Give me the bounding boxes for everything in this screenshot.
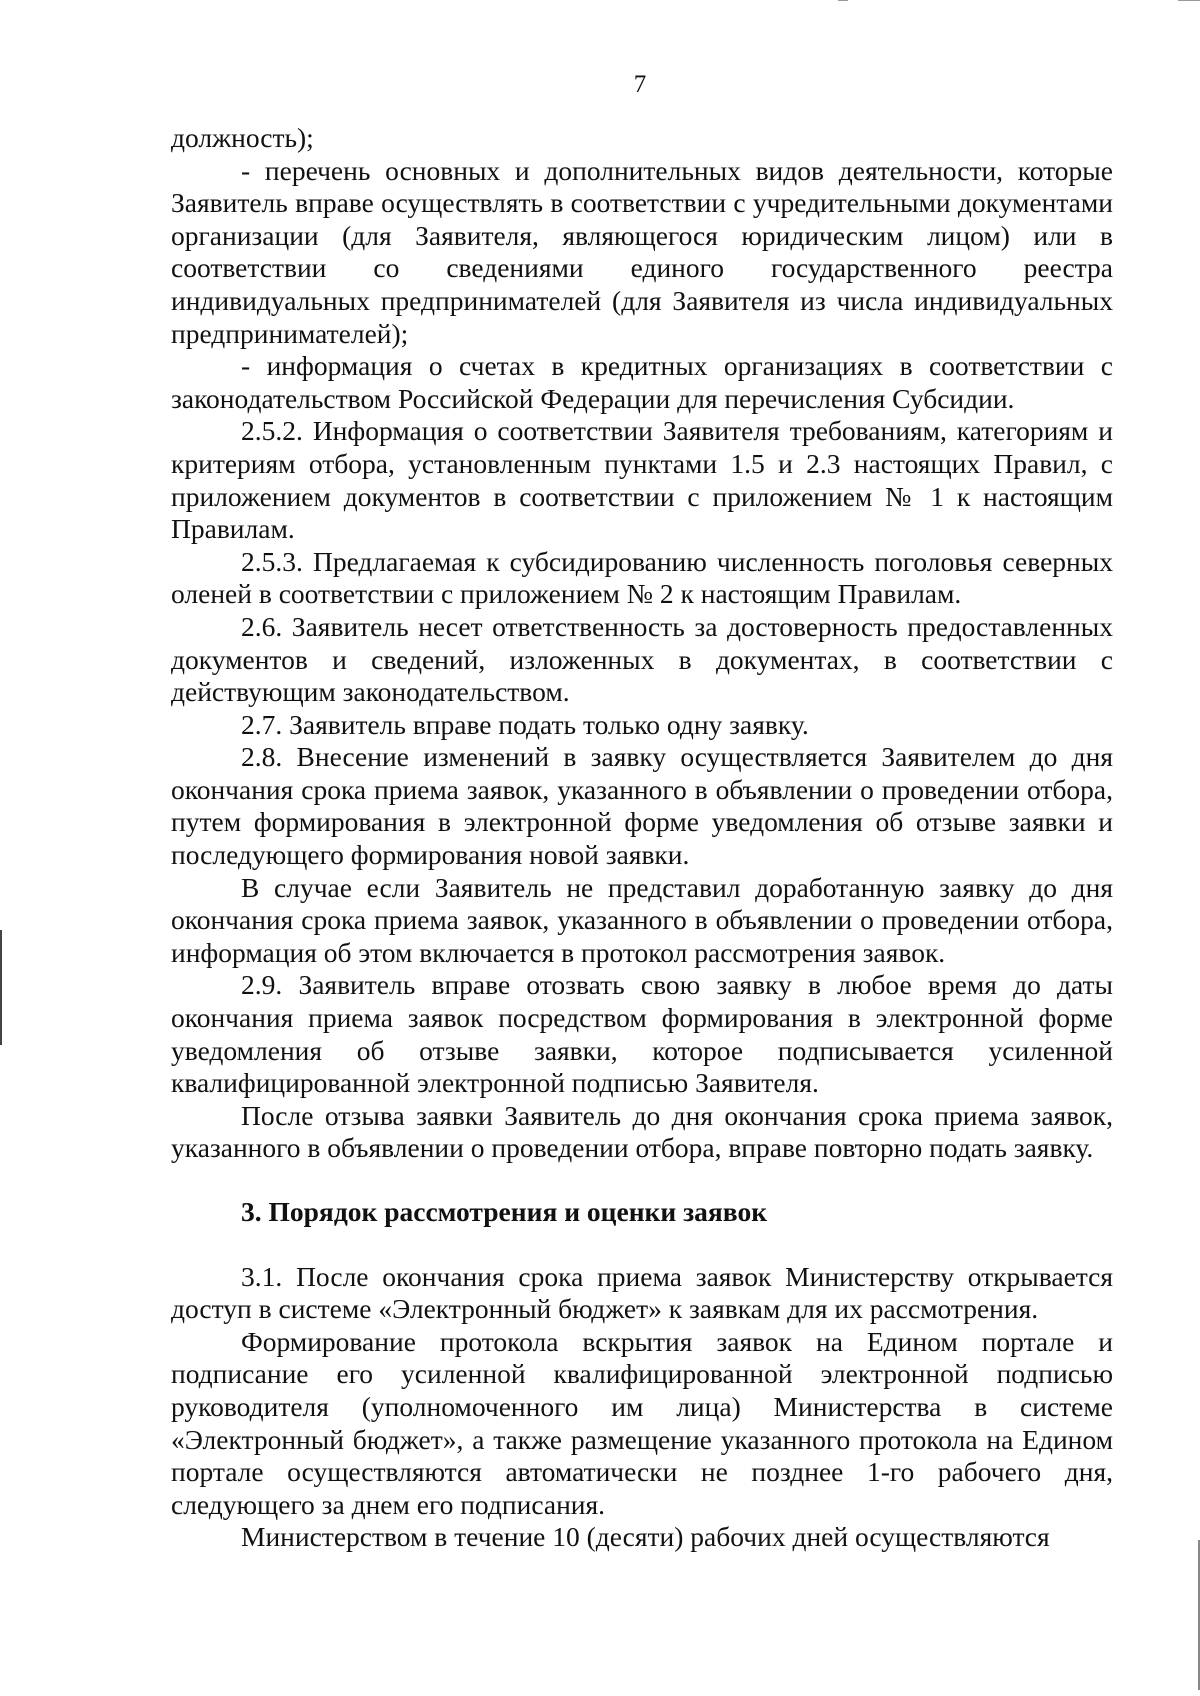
scan-artifact-top: [838, 0, 848, 1]
paragraph: должность);: [171, 122, 314, 153]
page-number: 7: [633, 71, 647, 98]
paragraph: 3.1. После окончания срока приема заявок Министерству открывается доступ в системе «Электронный бюджет» к заявкам для их рассмотрения.: [171, 1260, 1113, 1325]
paragraph: Министерством в течение 10 (десяти) рабочих дней осуществляются: [241, 1521, 1050, 1553]
paragraph: В случае если Заявитель не представил доработанную заявку до дня окончания срока приема заявок, указанного в объявлении о проведении отбора, информация об этом включается в протокол рассмотрения заявок.: [171, 871, 1113, 968]
paragraph: 2.6. Заявитель несет ответственность за достоверность предоставленных документов и сведений, изложенных в документах, в соответствии с действующим законодательством.: [171, 610, 1113, 708]
paragraph: - перечень основных и дополнительных видов деятельности, которые Заявитель вправе осуществлять в соответствии с учредительными документами организации (для Заявителя, являющегося юридическим лицом) или в соответствии со сведениями единого государственного реестра индивидуальных предпринимателей (для Заявителя из числа индивидуальных предпринимателей);: [171, 154, 1113, 349]
scan-artifact-left-edge: [0, 930, 2, 1045]
paragraph: - информация о счетах в кредитных организациях в соответствии с законодательством Российской Федерации для перечисления Субсидии.: [171, 350, 1113, 414]
paragraph: Формирование протокола вскрытия заявок на Едином портале и подписание его усиленной квалифицированной электронной подписью руководителя (уполномоченного им лица) Министерства в системе «Электронный бюджет», а также размещение указанного протокола на Едином портале осуществляются автоматически не позднее 1-го рабочего дня, следующего за днем его подписания.: [171, 1325, 1113, 1520]
paragraph: После отзыва заявки Заявитель до дня окончания срока приема заявок, указанного в объявлении о проведении отбора, вправе повторно подать заявку.: [171, 1099, 1113, 1164]
document-body: [171, 122, 1113, 1554]
section-heading: 3. Порядок рассмотрения и оценки заявок: [241, 1196, 768, 1227]
paragraph: 2.5.3. Предлагаемая к субсидированию численность поголовья северных оленей в соответствии с приложением № 2 к настоящим Правилам.: [171, 545, 1113, 610]
scan-artifact-top-right: [1178, 0, 1200, 1]
paragraph: 2.8. Внесение изменений в заявку осуществляется Заявителем до дня окончания срока приема заявок, указанного в объявлении о проведении отбора, путем формирования в электронной форме уведомления об отзыве заявки и последующего формирования новой заявки.: [171, 741, 1113, 871]
paragraph: 2.5.2. Информация о соответствии Заявителя требованиям, категориям и критериям отбора, установленным пунктами 1.5 и 2.3 настоящих Правил, с приложением документов в соответствии с приложением № 1 к настоящим Правилам.: [171, 415, 1113, 545]
paragraph: 2.9. Заявитель вправе отозвать свою заявку в любое время до даты окончания приема заявок посредством формирования в электронной форме уведомления об отзыве заявки, которое подписывается усиленной квалифицированной электронной подписью Заявителя.: [171, 969, 1113, 1099]
paragraph: 2.7. Заявитель вправе подать только одну заявку.: [241, 708, 809, 740]
